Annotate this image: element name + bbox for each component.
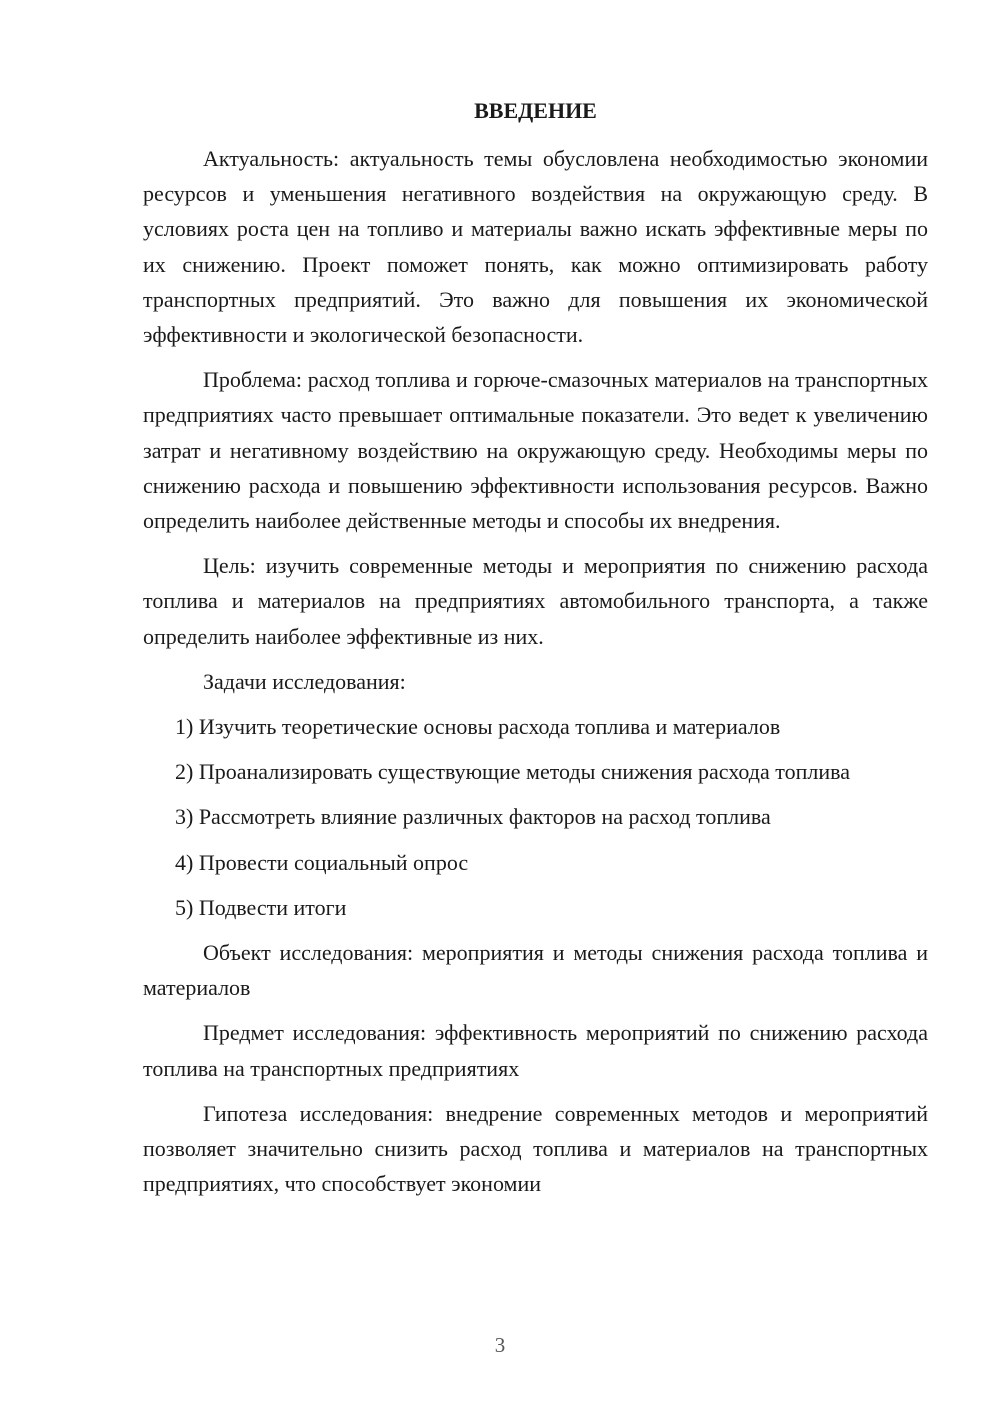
paragraph-tasks-heading: Задачи исследования: bbox=[203, 668, 406, 694]
paragraph-problem: Проблема: расход топлива и горюче-смазочных материалов на транспортных предприятиях часто превышает оптимальные показатели. Это ведет к увеличению затрат и негативному воздействию на окружающую среду. Необходимы меры по снижению расхода и повышению эффективности использования ресурсов. Важно определить наиболее действенные методы и способы их внедрения. bbox=[143, 367, 928, 534]
paragraph-goal: Цель: изучить современные методы и мероприятия по снижению расхода топлива и материалов на предприятиях автомобильного транспорта, а также определить наиболее эффективные из них. bbox=[143, 553, 928, 649]
document-page bbox=[143, 94, 928, 1211]
paragraph-object: Объект исследования: мероприятия и методы снижения расхода топлива и материалов bbox=[143, 940, 928, 1001]
task-item: 1) Изучить теоретические основы расхода топлива и материалов bbox=[175, 714, 781, 740]
page-number: 3 bbox=[494, 1333, 506, 1357]
task-item: 5) Подвести итоги bbox=[175, 894, 347, 920]
task-item: 3) Рассмотреть влияние различных факторов на расход топлива bbox=[175, 804, 771, 830]
paragraph-subject: Предмет исследования: эффективность мероприятий по снижению расхода топлива на транспортных предприятиях bbox=[143, 1020, 928, 1081]
paragraph-hypothesis: Гипотеза исследования: внедрение современных методов и мероприятий позволяет значительно снизить расход топлива и материалов на транспортных предприятиях, что способствует экономии bbox=[143, 1100, 928, 1197]
task-item: 4) Провести социальный опрос bbox=[175, 849, 469, 875]
task-item: 2) Проанализировать существующие методы снижения расхода топлива bbox=[175, 759, 850, 785]
page-title: ВВЕДЕНИЕ bbox=[474, 98, 597, 123]
paragraph-relevance: Актуальность: актуальность темы обусловлена необходимостью экономии ресурсов и уменьшения негативного воздействия на окружающую среду. В условиях роста цен на топливо и материалы важно искать эффективные меры по их снижению. Проект поможет понять, как можно оптимизировать работу транспортных предприятий. Это важно для повышения их экономической эффективности и экологической безопасности. bbox=[143, 146, 928, 348]
